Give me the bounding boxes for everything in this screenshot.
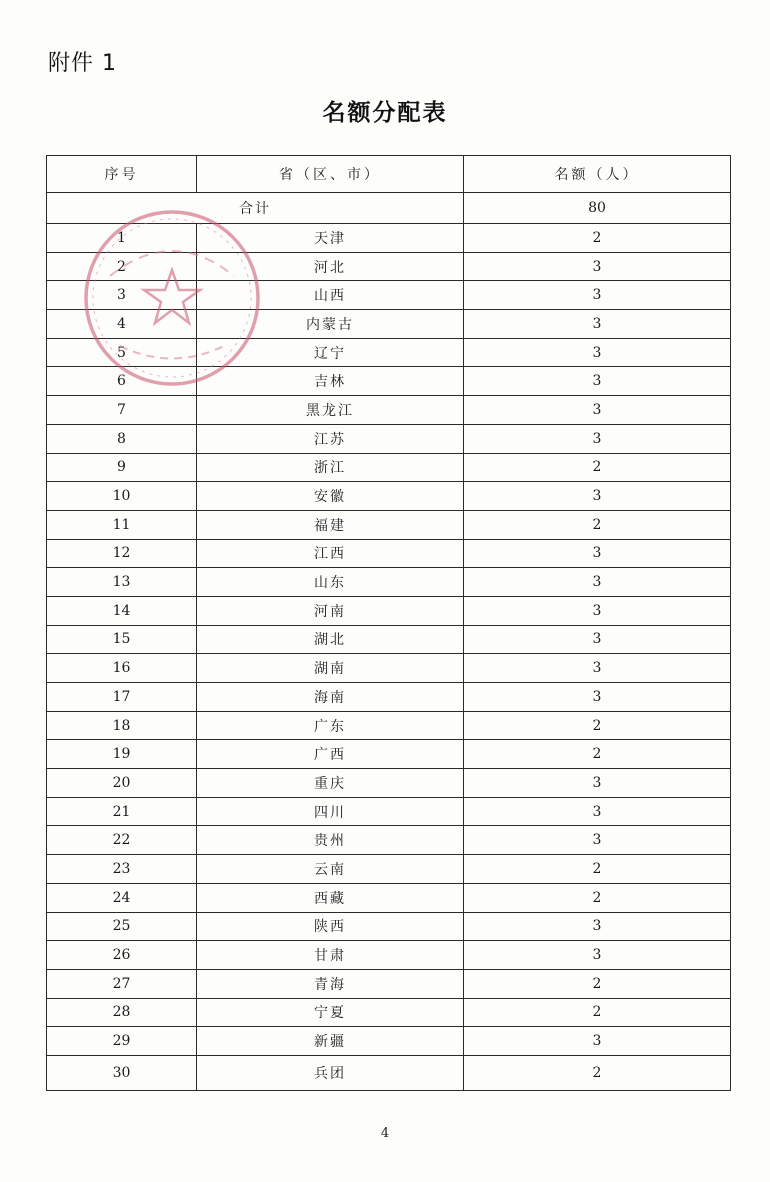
table-row xyxy=(47,510,731,539)
row-quota: 3 xyxy=(464,482,731,511)
table-row xyxy=(47,396,731,425)
table-row xyxy=(47,625,731,654)
row-index: 2 xyxy=(47,252,197,281)
table-row xyxy=(47,281,731,310)
table-row xyxy=(47,453,731,482)
row-quota: 3 xyxy=(464,683,731,712)
page-number: 4 xyxy=(380,1126,390,1141)
row-province: 河北 xyxy=(197,252,464,281)
row-province: 兵团 xyxy=(197,1055,464,1090)
table-row xyxy=(47,740,731,769)
row-quota: 3 xyxy=(464,826,731,855)
row-index: 3 xyxy=(47,281,197,310)
row-index: 29 xyxy=(47,1027,197,1056)
row-index: 27 xyxy=(47,969,197,998)
row-quota: 3 xyxy=(464,396,731,425)
row-province: 辽宁 xyxy=(197,338,464,367)
table-row xyxy=(47,797,731,826)
attachment-label: 附件 1 xyxy=(48,51,117,76)
header-index: 序号 xyxy=(47,156,197,193)
table-row xyxy=(47,769,731,798)
row-province: 重庆 xyxy=(197,769,464,798)
page-title: 名额分配表 xyxy=(322,100,448,126)
header-province: 省（区、市） xyxy=(197,156,464,193)
row-quota: 3 xyxy=(464,797,731,826)
table-row xyxy=(47,482,731,511)
table-row xyxy=(47,683,731,712)
table-row xyxy=(47,568,731,597)
table-row xyxy=(47,367,731,396)
table-row xyxy=(47,941,731,970)
row-index: 17 xyxy=(47,683,197,712)
row-province: 海南 xyxy=(197,683,464,712)
row-province: 天津 xyxy=(197,224,464,253)
table-row xyxy=(47,969,731,998)
row-index: 20 xyxy=(47,769,197,798)
row-province: 新疆 xyxy=(197,1027,464,1056)
row-quota: 2 xyxy=(464,998,731,1027)
row-index: 8 xyxy=(47,424,197,453)
row-index: 19 xyxy=(47,740,197,769)
table-row xyxy=(47,826,731,855)
row-index: 15 xyxy=(47,625,197,654)
row-index: 18 xyxy=(47,711,197,740)
row-index: 4 xyxy=(47,310,197,339)
row-quota: 2 xyxy=(464,224,731,253)
row-quota: 2 xyxy=(464,510,731,539)
row-quota: 3 xyxy=(464,539,731,568)
row-province: 吉林 xyxy=(197,367,464,396)
total-value: 80 xyxy=(464,193,731,224)
row-quota: 2 xyxy=(464,1055,731,1090)
row-quota: 3 xyxy=(464,1027,731,1056)
row-province: 西藏 xyxy=(197,883,464,912)
row-index: 28 xyxy=(47,998,197,1027)
row-index: 7 xyxy=(47,396,197,425)
header-quota: 名额（人） xyxy=(464,156,731,193)
row-quota: 3 xyxy=(464,625,731,654)
quota-allocation-table xyxy=(46,155,731,1091)
row-index: 1 xyxy=(47,224,197,253)
table-row xyxy=(47,711,731,740)
row-quota: 3 xyxy=(464,367,731,396)
table-row xyxy=(47,252,731,281)
row-quota: 3 xyxy=(464,338,731,367)
row-province: 山西 xyxy=(197,281,464,310)
table-row xyxy=(47,654,731,683)
table-row xyxy=(47,1055,731,1090)
row-index: 23 xyxy=(47,855,197,884)
table-row xyxy=(47,596,731,625)
row-province: 河南 xyxy=(197,596,464,625)
row-index: 10 xyxy=(47,482,197,511)
row-quota: 2 xyxy=(464,883,731,912)
row-province: 福建 xyxy=(197,510,464,539)
row-quota: 3 xyxy=(464,769,731,798)
row-province: 山东 xyxy=(197,568,464,597)
row-quota: 3 xyxy=(464,654,731,683)
row-quota: 2 xyxy=(464,453,731,482)
row-quota: 3 xyxy=(464,596,731,625)
row-index: 26 xyxy=(47,941,197,970)
row-province: 四川 xyxy=(197,797,464,826)
row-province: 内蒙古 xyxy=(197,310,464,339)
row-province: 宁夏 xyxy=(197,998,464,1027)
row-quota: 2 xyxy=(464,740,731,769)
row-index: 14 xyxy=(47,596,197,625)
table-row xyxy=(47,310,731,339)
row-province: 甘肃 xyxy=(197,941,464,970)
row-province: 广西 xyxy=(197,740,464,769)
row-index: 12 xyxy=(47,539,197,568)
table-row xyxy=(47,224,731,253)
table-row xyxy=(47,1027,731,1056)
table-row xyxy=(47,424,731,453)
row-province: 黑龙江 xyxy=(197,396,464,425)
row-province: 江苏 xyxy=(197,424,464,453)
row-quota: 2 xyxy=(464,711,731,740)
row-quota: 2 xyxy=(464,855,731,884)
row-province: 湖北 xyxy=(197,625,464,654)
table-row xyxy=(47,855,731,884)
row-index: 9 xyxy=(47,453,197,482)
row-province: 贵州 xyxy=(197,826,464,855)
row-province: 安徽 xyxy=(197,482,464,511)
row-index: 22 xyxy=(47,826,197,855)
row-index: 25 xyxy=(47,912,197,941)
row-index: 16 xyxy=(47,654,197,683)
row-province: 浙江 xyxy=(197,453,464,482)
row-index: 11 xyxy=(47,510,197,539)
table-row xyxy=(47,539,731,568)
row-province: 江西 xyxy=(197,539,464,568)
table-row xyxy=(47,338,731,367)
row-quota: 3 xyxy=(464,568,731,597)
row-quota: 2 xyxy=(464,969,731,998)
row-index: 6 xyxy=(47,367,197,396)
row-quota: 3 xyxy=(464,424,731,453)
row-index: 24 xyxy=(47,883,197,912)
row-index: 5 xyxy=(47,338,197,367)
row-index: 30 xyxy=(47,1055,197,1090)
table-row xyxy=(47,912,731,941)
row-province: 湖南 xyxy=(197,654,464,683)
row-index: 21 xyxy=(47,797,197,826)
row-quota: 3 xyxy=(464,252,731,281)
table-header-row xyxy=(47,156,731,193)
row-quota: 3 xyxy=(464,281,731,310)
row-province: 广东 xyxy=(197,711,464,740)
row-province: 云南 xyxy=(197,855,464,884)
row-index: 13 xyxy=(47,568,197,597)
row-quota: 3 xyxy=(464,912,731,941)
table-row xyxy=(47,998,731,1027)
total-row xyxy=(47,193,731,224)
table-row xyxy=(47,883,731,912)
row-province: 青海 xyxy=(197,969,464,998)
row-quota: 3 xyxy=(464,941,731,970)
row-province: 陕西 xyxy=(197,912,464,941)
row-quota: 3 xyxy=(464,310,731,339)
total-label: 合计 xyxy=(47,193,464,224)
